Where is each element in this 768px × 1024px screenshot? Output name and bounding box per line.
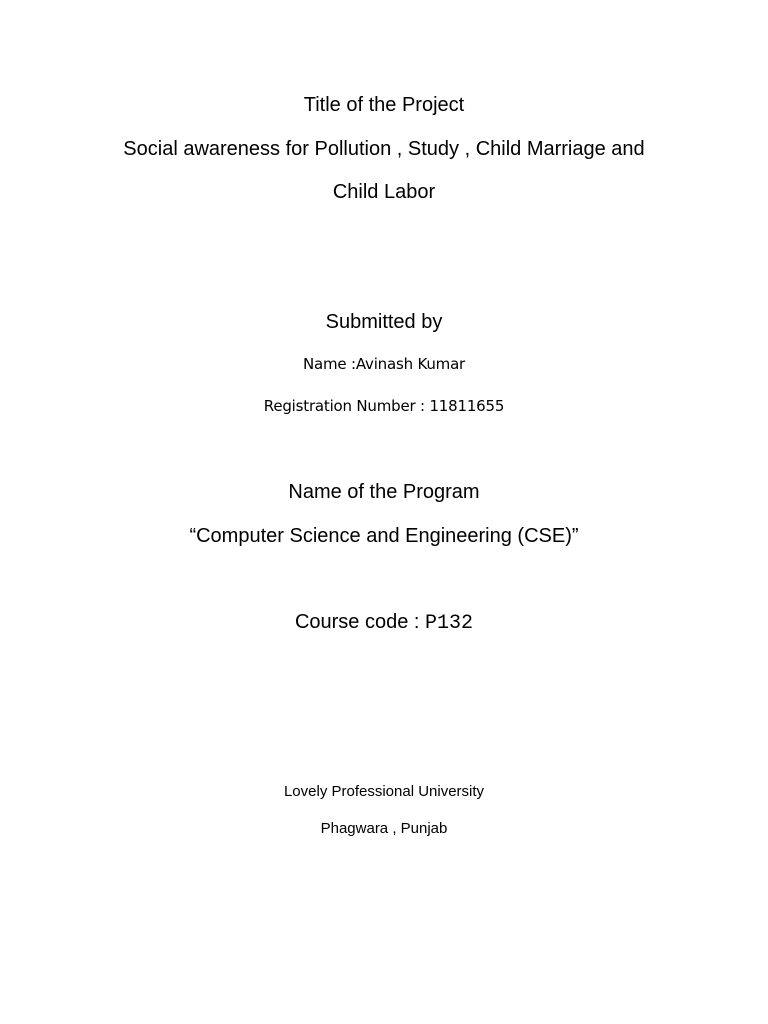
- course-code-label: Course code :: [294, 611, 426, 633]
- course-code-line: [0, 612, 768, 634]
- project-title-line-2: Child Labor: [332, 181, 436, 203]
- program-heading: Name of the Program: [288, 481, 480, 503]
- course-code-value: P132: [425, 612, 474, 635]
- project-title-heading: Title of the Project: [303, 94, 465, 116]
- university-name: Lovely Professional University: [283, 783, 485, 800]
- project-title-line-1: Social awareness for Pollution , Study , Child Marriage and: [123, 138, 645, 160]
- submitted-by-heading: Submitted by: [325, 311, 443, 333]
- university-location: Phagwara , Punjab: [320, 820, 448, 837]
- registration-number: Registration Number : 11811655: [263, 397, 505, 415]
- program-name: “Computer Science and Engineering (CSE)”: [189, 525, 579, 547]
- student-name: Name :Avinash Kumar: [302, 355, 466, 373]
